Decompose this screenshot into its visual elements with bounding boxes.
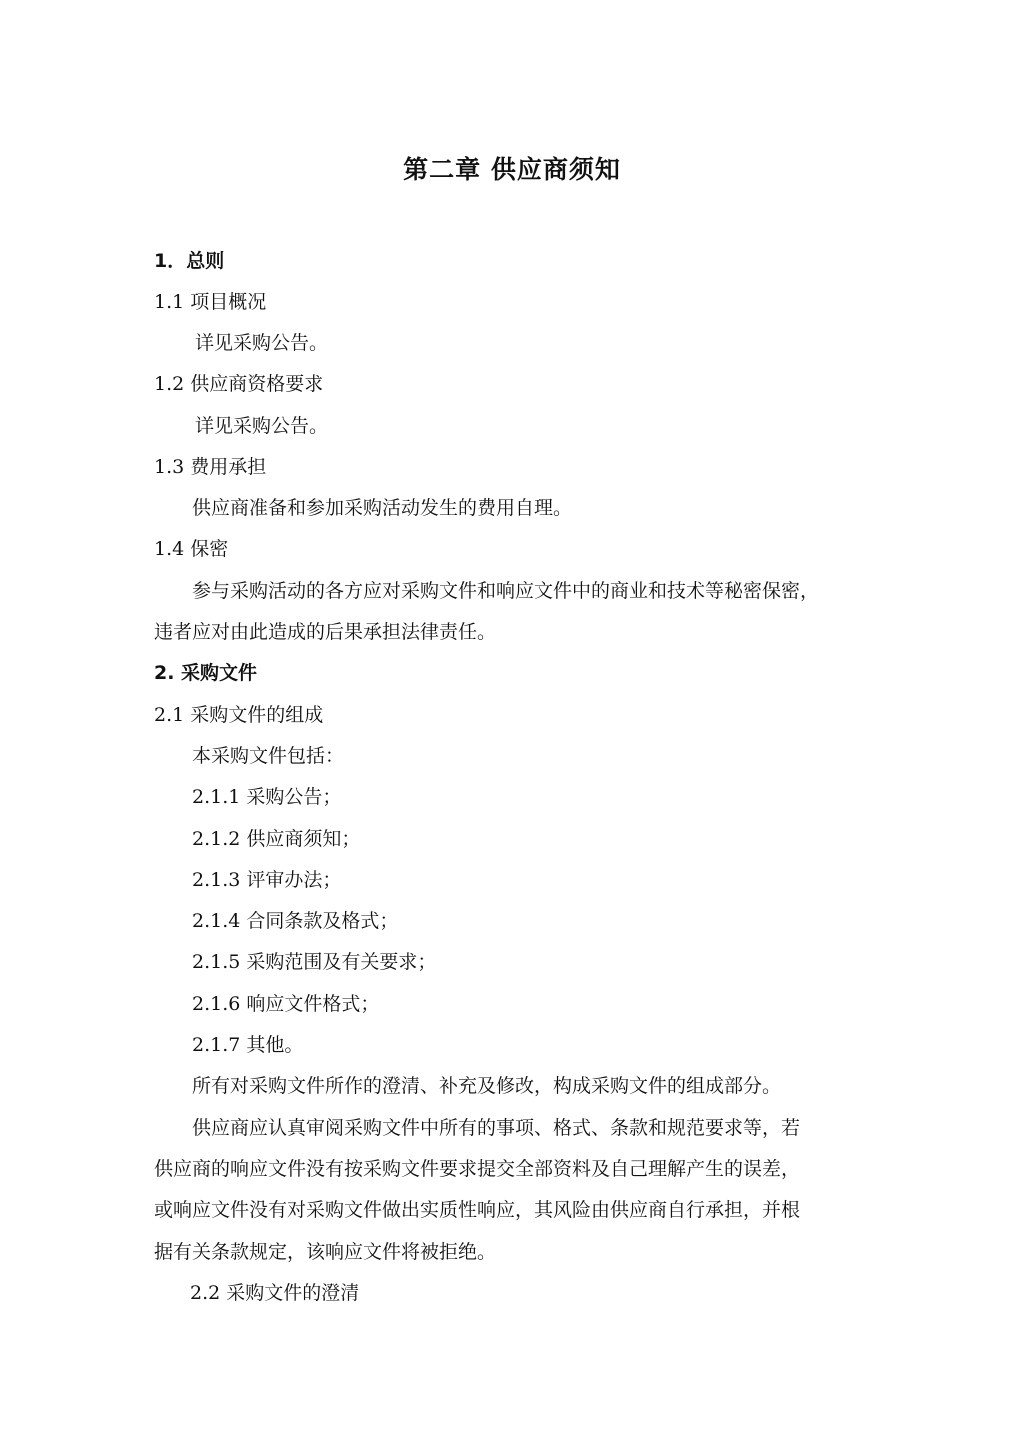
list-item: 2.1.6 响应文件格式；	[192, 993, 380, 1015]
list-item: 2.1.7 其他。	[192, 1034, 304, 1056]
paragraph: 本采购文件包括：	[192, 745, 345, 767]
paragraph: 详见采购公告。	[195, 415, 329, 437]
list-item: 2.1.3 评审办法；	[192, 869, 342, 891]
paragraph: 参与采购活动的各方应对采购文件和响应文件中的商业和技术等秘密保密，	[192, 580, 820, 602]
list-item: 2.1.2 供应商须知；	[192, 828, 361, 850]
subsection-heading: 1.4 保密	[154, 538, 229, 560]
subsection-heading: 1.3 费用承担	[154, 456, 267, 478]
paragraph: 据有关条款规定，该响应文件将被拒绝。	[154, 1241, 497, 1263]
paragraph: 详见采购公告。	[195, 332, 329, 354]
list-item: 2.1.1 采购公告；	[192, 786, 342, 808]
section-heading: 2. 采购文件	[154, 662, 258, 684]
paragraph: 违者应对由此造成的后果承担法律责任。	[154, 621, 497, 643]
paragraph: 供应商准备和参加采购活动发生的费用自理。	[192, 497, 573, 519]
chapter-title: 第二章 供应商须知	[403, 155, 621, 184]
subsection-heading: 2.1 采购文件的组成	[154, 704, 324, 726]
subsection-heading: 1.1 项目概况	[154, 291, 267, 313]
subsection-heading: 2.2 采购文件的澄清	[190, 1282, 360, 1304]
paragraph: 所有对采购文件所作的澄清、补充及修改，构成采购文件的组成部分。	[192, 1075, 782, 1097]
subsection-heading: 1.2 供应商资格要求	[154, 373, 324, 395]
list-item: 2.1.4 合同条款及格式；	[192, 910, 399, 932]
list-item: 2.1.5 采购范围及有关要求；	[192, 951, 437, 973]
paragraph: 供应商的响应文件没有按采购文件要求提交全部资料及自己理解产生的误差，	[154, 1158, 801, 1180]
paragraph: 或响应文件没有对采购文件做出实质性响应，其风险由供应商自行承担，并根	[154, 1199, 801, 1221]
paragraph: 供应商应认真审阅采购文件中所有的事项、格式、条款和规范要求等，若	[192, 1117, 801, 1139]
section-heading: 1．总则	[154, 250, 225, 272]
